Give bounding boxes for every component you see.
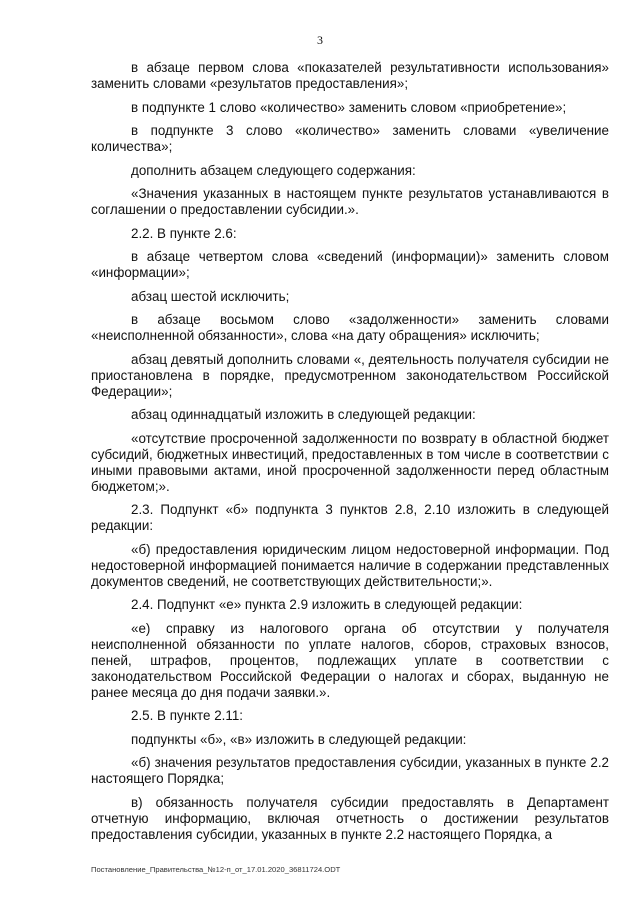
paragraph: 2.5. В пункте 2.11: <box>131 708 243 723</box>
paragraph: в подпункте 3 слово «количество» заменить словами «увеличение количества»; <box>91 123 609 154</box>
paragraph: в абзаце первом слова «показателей результативности использования» заменить словами «результатов предоставления»; <box>91 60 609 91</box>
paragraph: абзац одиннадцатый изложить в следующей редакции: <box>131 407 476 422</box>
paragraph: в абзаце восьмом слово «задолженности» заменить словами «неисполненной обязанности», слова «на дату обращения» исключить; <box>91 312 609 343</box>
paragraph: «б) предоставления юридическим лицом недостоверной информации. Под недостоверной информацией понимается наличие в содержании представленных документов сведений, не соответствующих действительности;». <box>91 541 609 589</box>
paragraph: 2.3. Подпункт «б» подпункта 3 пунктов 2.8, 2.10 изложить в следующей редакции: <box>91 502 609 533</box>
page-number: 3 <box>317 33 323 47</box>
paragraph: абзац шестой исключить; <box>131 288 290 304</box>
paragraph: в подпункте 1 слово «количество» заменить словом «приобретение»; <box>131 99 567 115</box>
paragraph: «отсутствие просроченной задолженности по возврату в областной бюджет субсидий, бюджетных инвестиций, предоставленных в том числе в соответствии с иными правовыми актами, иной просроченной задолженности перед областным бюджетом;». <box>91 430 609 494</box>
document-footer: Постановление_Правительства_№12-п_от_17.01.2020_36811724.ODT <box>91 865 341 874</box>
paragraph: в) обязанность получателя субсидии предоставлять в Департамент отчетную информацию, включая отчетность о достижении результатов предоставления субсидии, указанных в пункте 2.2 настоящего Порядка, а <box>91 794 609 842</box>
paragraph: 2.2. В пункте 2.6: <box>131 225 237 241</box>
paragraph: 2.4. Подпункт «е» пункта 2.9 изложить в следующей редакции: <box>131 597 523 612</box>
paragraph: подпункты «б», «в» изложить в следующей редакции: <box>131 731 467 747</box>
document-body <box>91 60 609 850</box>
paragraph: абзац девятый дополнить словами «, деятельность получателя субсидии не приостановлена в порядке, предусмотренном законодательством Российской Федерации»; <box>91 351 609 399</box>
paragraph: дополнить абзацем следующего содержания: <box>131 162 416 178</box>
paragraph: «Значения указанных в настоящем пункте результатов устанавливаются в соглашении о предоставлении субсидии.». <box>91 186 609 217</box>
paragraph: «е) справку из налогового органа об отсутствии у получателя неисполненной обязанности по уплате налогов, сборов, страховых взносов, пеней, штрафов, процентов, подлежащих уплате в соответствии с законодательством Российской Федерации о налогах и сборах, выданную не ранее месяца до дня подачи заявки.». <box>91 620 609 700</box>
paragraph: в абзаце четвертом слова «сведений (информации)» заменить словом «информации»; <box>91 249 609 280</box>
paragraph: «б) значения результатов предоставления субсидии, указанных в пункте 2.2 настоящего Порядка; <box>91 755 609 786</box>
